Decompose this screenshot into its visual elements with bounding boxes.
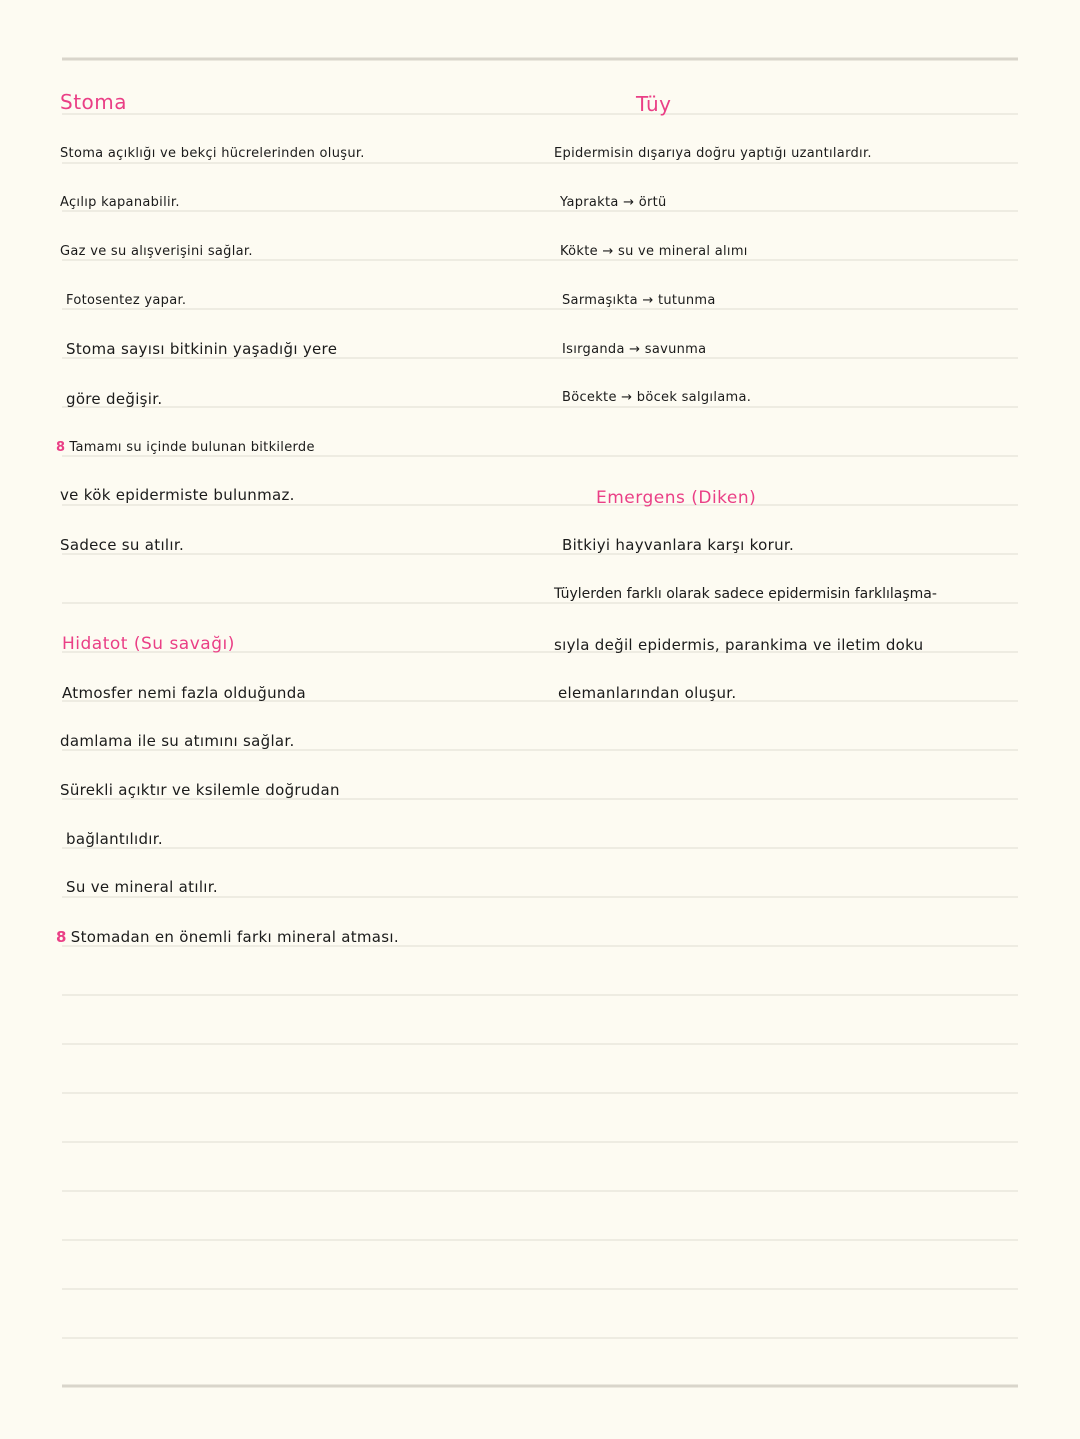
stoma-note-symbol: 8 <box>56 440 66 455</box>
emergens-line-2: Tüylerden farklı olarak sadece epidermisin farklılaşma- <box>554 586 937 602</box>
hidatot-line-5: Su ve mineral atılır. <box>66 878 218 896</box>
emergens-line-1: Bitkiyi hayvanlara karşı korur. <box>562 536 795 554</box>
tuy-line-2: Yaprakta → örtü <box>560 195 667 210</box>
stoma-note-line-2: ve kök epidermiste bulunmaz. <box>60 486 295 504</box>
stoma-line-4: Fotosentez yapar. <box>66 293 187 308</box>
hidatot-line-3: Sürekli açıktır ve ksilemle doğrudan <box>60 781 340 799</box>
hidatot-note-symbol: 8 <box>56 928 67 946</box>
hidatot-title: Hidatot (Su savağı) <box>62 634 235 654</box>
emergens-line-3: sıyla değil epidermis, parankima ve iletim doku <box>554 636 924 654</box>
stoma-note-line-3: Sadece su atılır. <box>60 536 185 554</box>
emergens-line-4: elemanlarından oluşur. <box>558 684 737 702</box>
tuy-line-6: Böcekte → böcek salgılama. <box>562 390 752 405</box>
hidatot-note-line <box>56 928 399 946</box>
stoma-line-5: Stoma sayısı bitkinin yaşadığı yere <box>66 340 338 358</box>
tuy-line-1: Epidermisin dışarıya doğru yaptığı uzantılardır. <box>554 146 872 161</box>
stoma-line-1: Stoma açıklığı ve bekçi hücrelerinden oluşur. <box>60 146 365 161</box>
hidatot-line-1: Atmosfer nemi fazla olduğunda <box>62 684 307 702</box>
stoma-line-3: Gaz ve su alışverişini sağlar. <box>60 244 253 259</box>
stoma-line-6: göre değişir. <box>66 390 163 408</box>
hidatot-line-2: damlama ile su atımını sağlar. <box>60 732 295 750</box>
stoma-note-text-1: Tamamı su içinde bulunan bitkilerde <box>69 440 315 455</box>
hidatot-note-text: Stomadan en önemli farkı mineral atması. <box>70 928 399 946</box>
tuy-title: Tüy <box>636 92 672 116</box>
stoma-note-line-1 <box>56 440 315 455</box>
tuy-line-3: Kökte → su ve mineral alımı <box>560 244 748 259</box>
stoma-line-2: Açılıp kapanabilir. <box>60 195 180 210</box>
emergens-title: Emergens (Diken) <box>596 488 757 508</box>
tuy-line-5: Isırganda → savunma <box>562 342 707 357</box>
tuy-line-4: Sarmaşıkta → tutunma <box>562 293 716 308</box>
stoma-title: Stoma <box>60 90 128 114</box>
hidatot-line-4: bağlantılıdır. <box>66 830 163 848</box>
